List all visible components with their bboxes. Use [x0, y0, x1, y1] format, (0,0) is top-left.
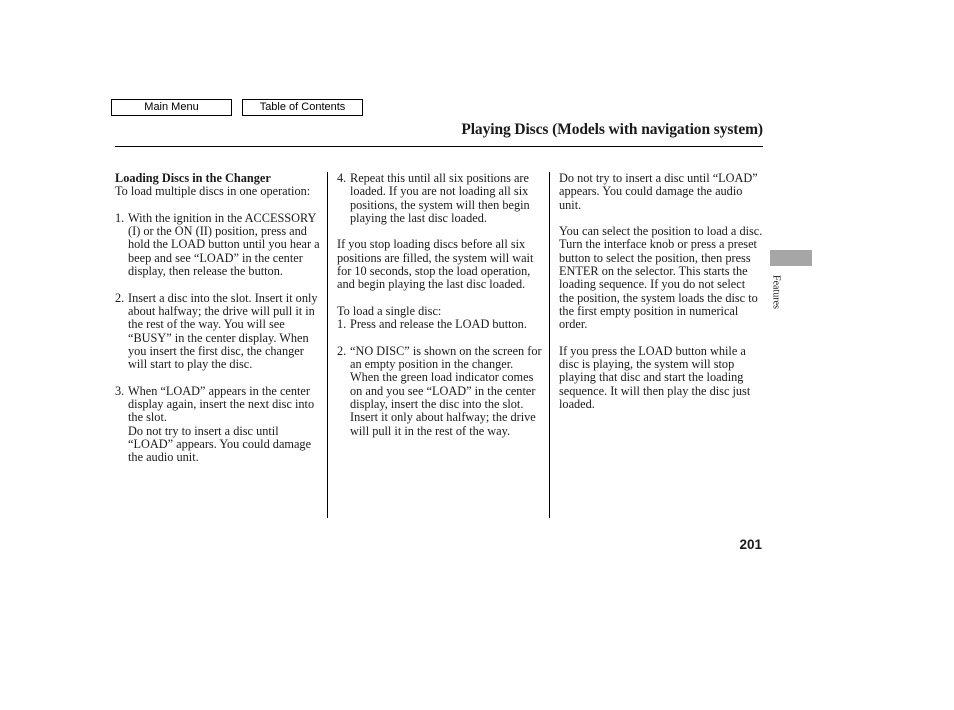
column-divider	[549, 172, 550, 518]
section-heading: Loading Discs in the Changer	[115, 171, 271, 185]
paragraph: Do not try to insert a disc until “LOAD” appears. You could damage the audio unit.	[559, 171, 758, 212]
list-text: “NO DISC” is shown on the screen for an empty position in the changer. When the green load indicator comes on and you see “LOAD” in the center display, insert the disc into the slot. Insert it only about halfway; the drive will pull it in the rest of the way.	[350, 343, 542, 438]
title-divider	[115, 146, 763, 147]
list-number: 3.	[115, 383, 125, 398]
list-item	[337, 318, 543, 331]
list-item	[115, 212, 320, 278]
column-1	[115, 172, 320, 478]
single-disc-intro: To load a single disc:	[337, 303, 442, 318]
list-number: 4.	[337, 171, 347, 185]
list-item	[115, 385, 320, 425]
list-item	[115, 292, 320, 372]
list-number: 2.	[337, 343, 347, 358]
section-label: Features	[770, 275, 782, 309]
list-text: Repeat this until all six positions are loaded. If you are not loading all six positions, the system will then begin playing the last disc loaded.	[350, 171, 530, 225]
page-title: Playing Discs (Models with navigation system)	[461, 121, 763, 138]
list-item	[337, 172, 543, 225]
paragraph: If you stop loading discs before all six positions are filled, the system will wait for 10 seconds, stop the load operation, and begin playing the last disc loaded.	[337, 237, 534, 292]
column-2	[337, 172, 543, 451]
list-text: When “LOAD” appears in the center display again, insert the next disc into the slot.	[128, 383, 315, 425]
column-divider	[327, 172, 328, 518]
table-of-contents-button[interactable]: Table of Contents	[242, 99, 363, 116]
paragraph: You can select the position to load a disc. Turn the interface knob or press a preset button to select the position, then press ENTER on the selector. This starts the loading sequence. If you do not select the position, the system loads the disc to the first empty position in numerical order.	[559, 224, 763, 332]
step-note: Do not try to insert a disc until “LOAD” appears. You could damage the audio unit.	[128, 423, 312, 465]
list-text: Press and release the LOAD button.	[350, 317, 527, 332]
list-number: 2.	[115, 290, 125, 305]
list-number: 1.	[115, 210, 125, 225]
list-number: 1.	[337, 317, 347, 332]
section-tab	[770, 250, 812, 266]
main-menu-button[interactable]: Main Menu	[111, 99, 232, 116]
list-text: Insert a disc into the slot. Insert it only about halfway; the drive will pull it in the rest of the way. You will see “BUSY” in the center display. When you insert the first disc, the changer will start to play the disc.	[128, 290, 318, 372]
list-text: With the ignition in the ACCESSORY (I) or the ON (II) position, press and hold the LOAD button until you hear a beep and see “LOAD” in the center display, then release the button.	[128, 210, 320, 279]
page-number: 201	[739, 537, 762, 552]
paragraph: If you press the LOAD button while a disc is playing, the system will stop playing that disc and start the loading sequence. It will then play the disc just loaded.	[559, 343, 751, 412]
list-item	[337, 345, 543, 438]
column-3	[559, 172, 763, 425]
intro-text: To load multiple discs in one operation:	[115, 184, 311, 199]
